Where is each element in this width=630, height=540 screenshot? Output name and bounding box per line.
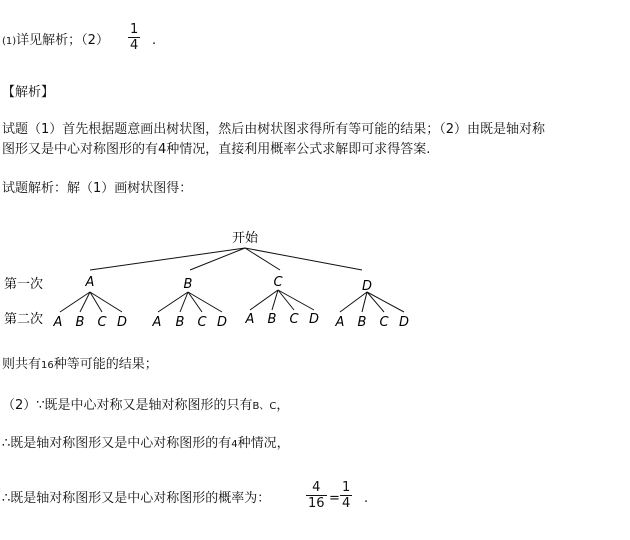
answer-fraction: [128, 22, 140, 53]
part2-line: [2, 398, 289, 415]
second-node-d-d: D: [398, 315, 410, 330]
edge-d-c: [367, 292, 384, 312]
answer-fraction-denominator: 4: [130, 38, 139, 53]
probability-fraction-1-numerator: 4: [312, 480, 321, 495]
second-node-b-b: B: [175, 315, 185, 330]
level2-label: 第二次: [4, 312, 44, 327]
edge-c-c: [278, 290, 294, 310]
second-node-d-a: A: [335, 315, 345, 330]
part2-suffix: ，: [276, 398, 290, 413]
result-line: [2, 357, 158, 374]
probability-fraction-1-denominator: 16: [308, 496, 325, 511]
second-node-a-b: B: [75, 315, 85, 330]
edge-a-c: [90, 292, 102, 312]
edge-root-b: [190, 248, 245, 270]
first-node-a: A: [85, 275, 95, 290]
edge-b-d: [188, 292, 222, 312]
second-node-a-d: D: [116, 315, 128, 330]
cases-count: 4: [231, 439, 238, 450]
level1-label: 第一次: [4, 277, 44, 292]
edge-c-d: [278, 290, 314, 310]
part1-text: 详见解析；（2）: [16, 33, 109, 48]
probability-prefix: ∴既是轴对称图形又是中心对称图形的概率为：: [2, 491, 271, 506]
edge-b-c: [188, 292, 202, 312]
part1-prefix: (1): [2, 36, 17, 47]
solution-intro: 试题解析：解（1）画树状图得：: [2, 181, 193, 196]
answer-line: [2, 33, 109, 50]
probability-fraction-2-numerator: 1: [342, 480, 351, 495]
second-node-b-d: D: [216, 315, 228, 330]
second-node-a-a: A: [53, 315, 63, 330]
hint-line-2: 图形又是中心对称图形的有4种情况，直接利用概率公式求解即可求得答案.: [2, 142, 431, 157]
probability-fraction-2-denominator: 4: [342, 496, 351, 511]
part2-items: B、C: [252, 401, 277, 412]
answer-fraction-numerator: 1: [130, 22, 139, 37]
first-node-b: B: [183, 277, 193, 292]
cases-line: [2, 436, 290, 453]
second-node-d-b: B: [357, 315, 367, 330]
second-node-c-b: B: [267, 312, 277, 327]
result-count: 16: [41, 360, 54, 371]
part2-prefix: （2）∵既是中心对称又是轴对称图形的只有: [2, 398, 253, 413]
second-node-c-c: C: [289, 312, 299, 327]
second-node-b-c: C: [197, 315, 207, 330]
edge-c-b: [272, 290, 278, 310]
probability-equals: =: [329, 491, 340, 506]
edge-d-d: [367, 292, 404, 312]
edge-a-d: [90, 292, 122, 312]
second-node-c-d: D: [308, 312, 320, 327]
second-node-c-a: A: [245, 312, 255, 327]
first-node-c: C: [273, 275, 283, 290]
edge-root-a: [90, 248, 245, 270]
answer-end: .: [152, 33, 157, 48]
hint-line-1: 试题（1）首先根据题意画出树状图，然后由树状图求得所有等可能的结果；（2）由既是轴对称: [2, 122, 546, 137]
result-prefix: 则共有: [2, 357, 42, 372]
cases-suffix: 种情况，: [237, 436, 290, 451]
first-level-nodes: [85, 275, 372, 294]
result-suffix: 种等可能的结果；: [53, 357, 158, 372]
probability-fraction-1: [306, 480, 327, 511]
second-node-d-c: C: [379, 315, 389, 330]
tree-edges: [60, 248, 404, 312]
first-node-d: D: [361, 279, 373, 294]
second-node-b-a: A: [152, 315, 162, 330]
analysis-heading: 【解析】: [2, 85, 55, 100]
second-node-a-c: C: [97, 315, 107, 330]
cases-prefix: ∴既是轴对称图形又是中心对称图形的有: [2, 436, 232, 451]
second-level-nodes: [53, 312, 409, 330]
edge-c-a: [250, 290, 278, 310]
tree-root-label: 开始: [231, 231, 259, 246]
tree-diagram: [0, 220, 630, 340]
probability-end: .: [364, 491, 369, 506]
probability-fraction-2: [340, 480, 352, 511]
